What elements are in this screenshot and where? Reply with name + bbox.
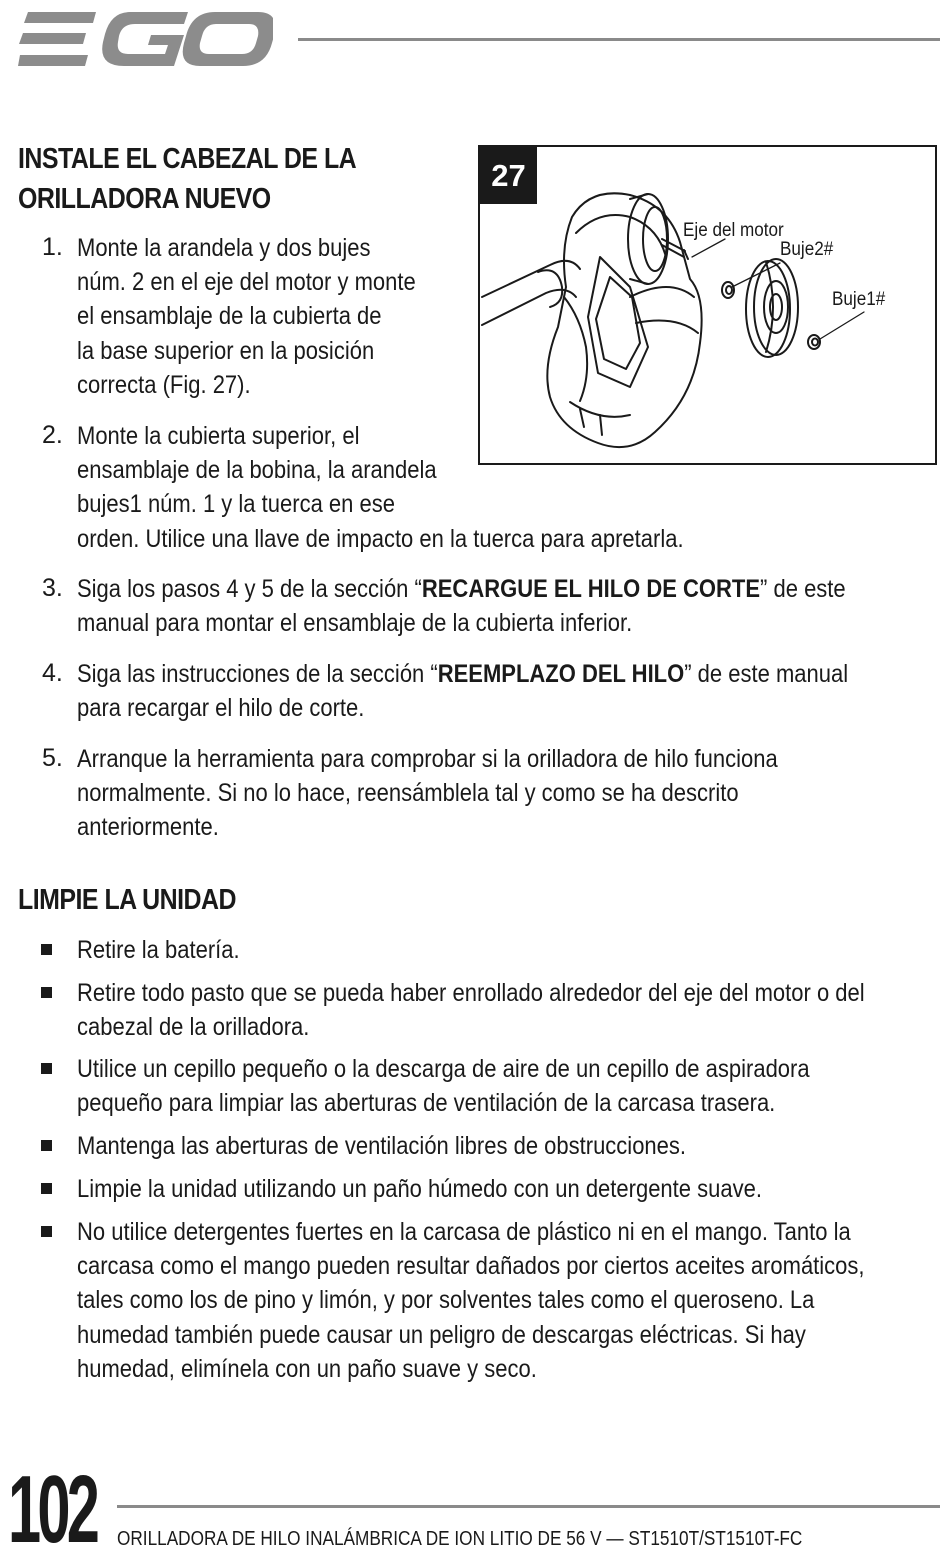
bullet-square	[41, 1063, 52, 1074]
section-title-install: INSTALE EL CABEZAL DE LA ORILLADORA NUEVO	[18, 143, 357, 215]
footer-rule	[117, 1505, 940, 1508]
header-rule	[298, 38, 940, 41]
section-reference: RECARGUE EL HILO DE CORTE	[421, 575, 761, 603]
page-number: 102	[8, 1456, 97, 1563]
bullet-square	[41, 944, 52, 955]
section-reference: REEMPLAZO DEL HILO	[437, 660, 685, 688]
label-bushing-2: Buje2#	[780, 239, 834, 260]
ego-logo	[18, 10, 273, 68]
label-motor-shaft: Eje del motor	[683, 220, 784, 241]
bullet-square	[41, 1140, 52, 1151]
bullet-square	[41, 1226, 52, 1237]
label-bushing-1: Buje1#	[832, 289, 886, 310]
figure-27	[478, 145, 937, 465]
section-title-clean: LIMPIE LA UNIDAD	[18, 884, 237, 916]
bullet-square	[41, 1183, 52, 1194]
footer-text: ORILLADORA DE HILO INALÁMBRICA DE ION LITIO DE 56 V — ST1510T/ST1510T-FC	[117, 1528, 803, 1550]
figure-number: 27	[480, 147, 537, 204]
bullet-square	[41, 987, 52, 998]
